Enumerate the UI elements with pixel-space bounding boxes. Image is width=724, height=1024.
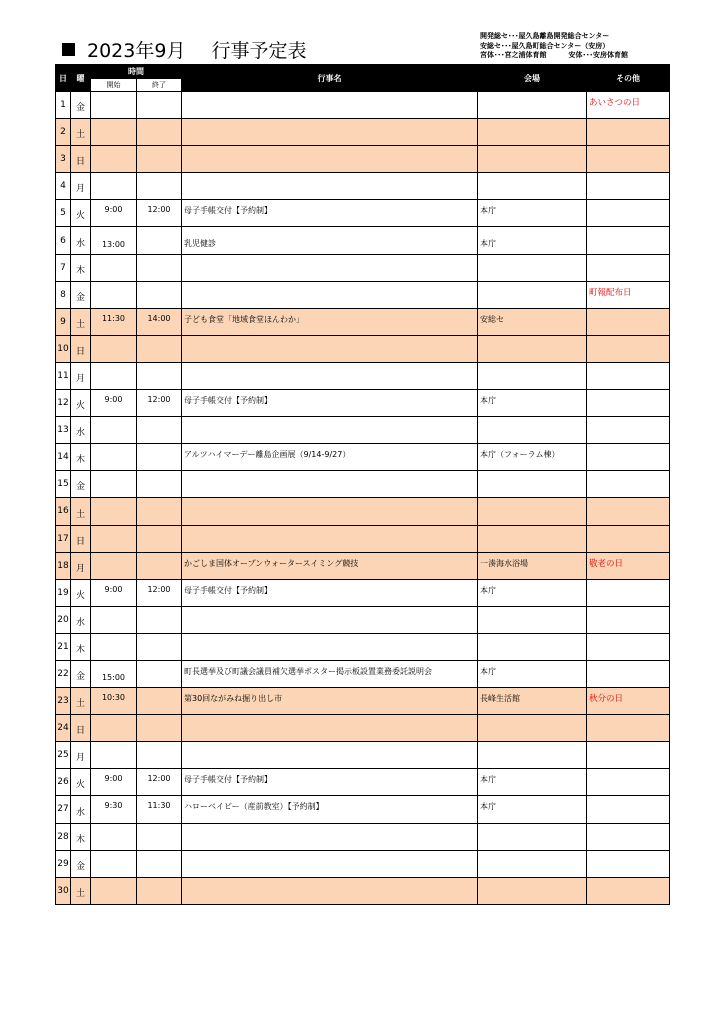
start-time-cell: [91, 552, 137, 579]
day-cell: 22: [56, 660, 71, 687]
note-cell: [587, 417, 670, 444]
note-cell: [587, 254, 670, 281]
end-time-cell: [137, 498, 182, 525]
table-row: [56, 200, 670, 227]
end-time-cell: [137, 633, 182, 660]
venue-cell: [478, 606, 587, 633]
start-time-cell: [91, 877, 137, 904]
weekday-cell: 水: [71, 227, 91, 254]
weekday-cell: 木: [71, 254, 91, 281]
venue-cell: [478, 417, 587, 444]
weekday-cell: 火: [71, 579, 91, 606]
note-cell: [587, 715, 670, 742]
start-time-cell: [91, 471, 137, 498]
note-cell: [587, 308, 670, 335]
start-time-cell: 15:00: [91, 660, 137, 687]
venue-cell: 一湊海水浴場: [478, 552, 587, 579]
start-time-cell: [91, 498, 137, 525]
weekday-cell: 土: [71, 877, 91, 904]
venue-cell: 本庁: [478, 227, 587, 254]
weekday-cell: 木: [71, 444, 91, 471]
event-name-cell: [182, 633, 478, 660]
note-cell: [587, 579, 670, 606]
note-cell: [587, 796, 670, 823]
event-name-cell: 町長選挙及び町議会議員補欠選挙ポスター掲示板設置業務委託説明会: [182, 660, 478, 687]
venue-cell: [478, 254, 587, 281]
event-name-cell: 母子手帳交付【予約制】: [182, 390, 478, 417]
table-row: [56, 769, 670, 796]
weekday-cell: 金: [71, 471, 91, 498]
day-cell: 17: [56, 525, 71, 552]
note-cell: [587, 660, 670, 687]
square-bullet-icon: [62, 43, 75, 56]
venue-cell: [478, 633, 587, 660]
end-time-cell: 12:00: [137, 390, 182, 417]
day-cell: 9: [56, 308, 71, 335]
note-cell: 秋分の日: [587, 688, 670, 715]
page-title: [62, 36, 306, 63]
table-row: [56, 471, 670, 498]
day-cell: 10: [56, 335, 71, 362]
day-cell: 8: [56, 281, 71, 308]
col-header-end: 終了: [137, 79, 182, 92]
start-time-cell: [91, 362, 137, 389]
event-name-cell: [182, 525, 478, 552]
venue-cell: 本庁: [478, 390, 587, 417]
weekday-cell: 月: [71, 552, 91, 579]
day-cell: 14: [56, 444, 71, 471]
day-cell: 19: [56, 579, 71, 606]
note-cell: [587, 823, 670, 850]
day-cell: 12: [56, 390, 71, 417]
note-cell: [587, 877, 670, 904]
note-cell: [587, 525, 670, 552]
venue-cell: [478, 173, 587, 200]
table-row: [56, 390, 670, 417]
day-cell: 13: [56, 417, 71, 444]
table-row: [56, 417, 670, 444]
weekday-cell: 金: [71, 281, 91, 308]
note-cell: [587, 227, 670, 254]
note-cell: [587, 146, 670, 173]
end-time-cell: [137, 715, 182, 742]
note-cell: [587, 335, 670, 362]
weekday-cell: 日: [71, 525, 91, 552]
event-name-cell: [182, 335, 478, 362]
start-time-cell: [91, 633, 137, 660]
note-cell: [587, 173, 670, 200]
venue-cell: [478, 362, 587, 389]
note-cell: 敬老の日: [587, 552, 670, 579]
event-name-cell: [182, 471, 478, 498]
weekday-cell: 日: [71, 335, 91, 362]
event-name-cell: 乳児健診: [182, 227, 478, 254]
weekday-cell: 月: [71, 362, 91, 389]
table-header-row: [56, 65, 670, 79]
event-name-cell: [182, 92, 478, 119]
end-time-cell: [137, 823, 182, 850]
end-time-cell: [137, 281, 182, 308]
day-cell: 29: [56, 850, 71, 877]
weekday-cell: 月: [71, 742, 91, 769]
venue-cell: [478, 281, 587, 308]
table-row: [56, 227, 670, 254]
table-row: [56, 877, 670, 904]
event-name-cell: 母子手帳交付【予約制】: [182, 200, 478, 227]
start-time-cell: [91, 173, 137, 200]
weekday-cell: 火: [71, 390, 91, 417]
end-time-cell: 12:00: [137, 200, 182, 227]
weekday-cell: 木: [71, 633, 91, 660]
month-label: 2023年9月: [87, 40, 186, 62]
venue-cell: [478, 471, 587, 498]
venue-cell: 本庁: [478, 796, 587, 823]
end-time-cell: [137, 227, 182, 254]
table-row: [56, 173, 670, 200]
schedule-body: [56, 92, 670, 905]
day-cell: 3: [56, 146, 71, 173]
weekday-cell: 火: [71, 769, 91, 796]
venue-cell: [478, 525, 587, 552]
legend-item: 開発総セ･･･屋久島離島開発総合センター: [480, 32, 610, 40]
start-time-cell: [91, 715, 137, 742]
end-time-cell: 14:00: [137, 308, 182, 335]
note-cell: [587, 471, 670, 498]
col-header-venue: 会場: [478, 65, 587, 92]
start-time-cell: 9:00: [91, 200, 137, 227]
event-name-cell: [182, 742, 478, 769]
start-time-cell: [91, 146, 137, 173]
day-cell: 23: [56, 688, 71, 715]
end-time-cell: [137, 335, 182, 362]
end-time-cell: [137, 254, 182, 281]
start-time-cell: 9:00: [91, 579, 137, 606]
day-cell: 27: [56, 796, 71, 823]
legend-item: 安総セ･･･屋久島町総合センター（安房）: [480, 41, 610, 50]
start-time-cell: [91, 742, 137, 769]
day-cell: 5: [56, 200, 71, 227]
table-row: [56, 823, 670, 850]
weekday-cell: 土: [71, 498, 91, 525]
table-row: [56, 742, 670, 769]
start-time-cell: [91, 850, 137, 877]
note-cell: [587, 606, 670, 633]
day-cell: 7: [56, 254, 71, 281]
end-time-cell: [137, 362, 182, 389]
table-row: [56, 444, 670, 471]
note-cell: [587, 362, 670, 389]
col-header-event: 行事名: [182, 65, 478, 92]
event-name-cell: 第30回ながみね掘り出し市: [182, 688, 478, 715]
table-row: [56, 633, 670, 660]
table-row: [56, 119, 670, 146]
end-time-cell: [137, 471, 182, 498]
table-row: [56, 525, 670, 552]
day-cell: 21: [56, 633, 71, 660]
schedule-table: [55, 64, 670, 905]
col-header-dow: 曜: [71, 65, 91, 92]
table-row: [56, 552, 670, 579]
event-name-cell: [182, 715, 478, 742]
event-name-cell: [182, 877, 478, 904]
end-time-cell: 11:30: [137, 796, 182, 823]
weekday-cell: 木: [71, 823, 91, 850]
start-time-cell: 9:30: [91, 796, 137, 823]
venue-cell: [478, 92, 587, 119]
table-row: [56, 660, 670, 687]
end-time-cell: [137, 146, 182, 173]
note-cell: [587, 200, 670, 227]
day-cell: 18: [56, 552, 71, 579]
venue-cell: 本庁（フォーラム棟）: [478, 444, 587, 471]
venue-cell: [478, 742, 587, 769]
note-cell: [587, 850, 670, 877]
note-cell: [587, 742, 670, 769]
day-cell: 25: [56, 742, 71, 769]
col-header-day: 日: [56, 65, 71, 92]
end-time-cell: [137, 688, 182, 715]
start-time-cell: [91, 92, 137, 119]
event-name-cell: [182, 173, 478, 200]
end-time-cell: [137, 525, 182, 552]
event-name-cell: 母子手帳交付【予約制】: [182, 579, 478, 606]
start-time-cell: [91, 335, 137, 362]
venue-cell: [478, 119, 587, 146]
legend-item: 安体･･･安房体育館: [568, 51, 628, 60]
day-cell: 24: [56, 715, 71, 742]
event-name-cell: [182, 417, 478, 444]
day-cell: 2: [56, 119, 71, 146]
table-row: [56, 146, 670, 173]
venue-cell: [478, 335, 587, 362]
event-name-cell: [182, 606, 478, 633]
start-time-cell: [91, 444, 137, 471]
day-cell: 15: [56, 471, 71, 498]
weekday-cell: 土: [71, 119, 91, 146]
table-row: [56, 92, 670, 119]
day-cell: 26: [56, 769, 71, 796]
weekday-cell: 水: [71, 796, 91, 823]
weekday-cell: 月: [71, 173, 91, 200]
start-time-cell: [91, 281, 137, 308]
event-name-cell: [182, 254, 478, 281]
venue-cell: [478, 146, 587, 173]
day-cell: 20: [56, 606, 71, 633]
venue-cell: 本庁: [478, 769, 587, 796]
event-name-cell: [182, 498, 478, 525]
event-name-cell: [182, 850, 478, 877]
legend-item: 宮体･･･宮之浦体育館: [480, 51, 547, 60]
table-row: [56, 498, 670, 525]
venue-cell: [478, 850, 587, 877]
weekday-cell: 水: [71, 417, 91, 444]
weekday-cell: 金: [71, 850, 91, 877]
start-time-cell: 13:00: [91, 227, 137, 254]
table-row: [56, 335, 670, 362]
weekday-cell: 火: [71, 200, 91, 227]
event-name-cell: [182, 146, 478, 173]
note-cell: [587, 633, 670, 660]
start-time-cell: 9:00: [91, 769, 137, 796]
note-cell: あいさつの日: [587, 92, 670, 119]
event-name-cell: 子ども食堂「地域食堂ほんわか」: [182, 308, 478, 335]
start-time-cell: [91, 525, 137, 552]
event-name-cell: 母子手帳交付【予約制】: [182, 769, 478, 796]
end-time-cell: [137, 877, 182, 904]
table-row: [56, 796, 670, 823]
table-row: [56, 606, 670, 633]
day-cell: 1: [56, 92, 71, 119]
venue-cell: 安総セ: [478, 308, 587, 335]
start-time-cell: 11:30: [91, 308, 137, 335]
table-row: [56, 254, 670, 281]
event-name-cell: アルツハイマーデー離島企画展（9/14-9/27）: [182, 444, 478, 471]
schedule-title: 行事予定表: [211, 40, 307, 62]
table-row: [56, 281, 670, 308]
event-name-cell: ハローベイビー（産前教室）【予約制】: [182, 796, 478, 823]
end-time-cell: 12:00: [137, 579, 182, 606]
weekday-cell: 金: [71, 92, 91, 119]
venue-cell: 本庁: [478, 579, 587, 606]
event-name-cell: [182, 362, 478, 389]
event-name-cell: [182, 119, 478, 146]
end-time-cell: [137, 850, 182, 877]
start-time-cell: [91, 417, 137, 444]
weekday-cell: 日: [71, 715, 91, 742]
day-cell: 4: [56, 173, 71, 200]
table-row: [56, 579, 670, 606]
venue-cell: 本庁: [478, 200, 587, 227]
venue-cell: [478, 877, 587, 904]
end-time-cell: [137, 742, 182, 769]
col-header-time: 時間: [91, 65, 182, 79]
table-row: [56, 308, 670, 335]
table-row: [56, 688, 670, 715]
note-cell: [587, 119, 670, 146]
end-time-cell: [137, 606, 182, 633]
event-name-cell: [182, 823, 478, 850]
weekday-cell: 日: [71, 146, 91, 173]
note-cell: [587, 769, 670, 796]
end-time-cell: [137, 552, 182, 579]
venue-cell: [478, 823, 587, 850]
day-cell: 28: [56, 823, 71, 850]
col-header-start: 開始: [91, 79, 137, 92]
venue-cell: 本庁: [478, 660, 587, 687]
start-time-cell: [91, 254, 137, 281]
start-time-cell: 9:00: [91, 390, 137, 417]
day-cell: 30: [56, 877, 71, 904]
end-time-cell: 12:00: [137, 769, 182, 796]
note-cell: 町報配布日: [587, 281, 670, 308]
weekday-cell: 土: [71, 308, 91, 335]
start-time-cell: 10:30: [91, 688, 137, 715]
end-time-cell: [137, 417, 182, 444]
note-cell: [587, 390, 670, 417]
weekday-cell: 土: [71, 688, 91, 715]
note-cell: [587, 444, 670, 471]
venue-cell: [478, 715, 587, 742]
day-cell: 11: [56, 362, 71, 389]
day-cell: 16: [56, 498, 71, 525]
event-name-cell: [182, 281, 478, 308]
weekday-cell: 水: [71, 606, 91, 633]
start-time-cell: [91, 823, 137, 850]
end-time-cell: [137, 92, 182, 119]
table-row: [56, 362, 670, 389]
venue-cell: 長峰生活館: [478, 688, 587, 715]
event-name-cell: かごしま国体オープンウォータースイミング競技: [182, 552, 478, 579]
end-time-cell: [137, 119, 182, 146]
day-cell: 6: [56, 227, 71, 254]
table-row: [56, 850, 670, 877]
venue-legend: [480, 32, 628, 61]
weekday-cell: 金: [71, 660, 91, 687]
col-header-other: その他: [587, 65, 670, 92]
start-time-cell: [91, 606, 137, 633]
end-time-cell: [137, 444, 182, 471]
table-row: [56, 715, 670, 742]
start-time-cell: [91, 119, 137, 146]
end-time-cell: [137, 173, 182, 200]
end-time-cell: [137, 660, 182, 687]
note-cell: [587, 498, 670, 525]
venue-cell: [478, 498, 587, 525]
